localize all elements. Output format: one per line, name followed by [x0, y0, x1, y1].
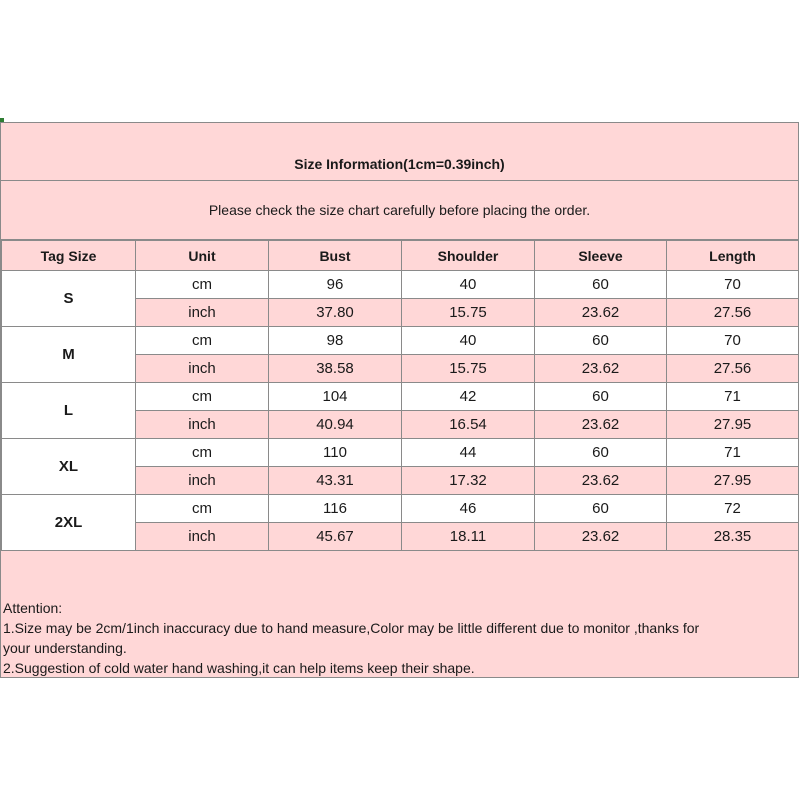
sleeve-cell: 60	[535, 495, 667, 523]
bust-cell: 38.58	[269, 355, 402, 383]
length-cell: 27.95	[667, 411, 799, 439]
table-row	[2, 383, 799, 411]
shoulder-cell: 18.11	[402, 523, 535, 551]
shoulder-cell: 16.54	[402, 411, 535, 439]
length-cell: 72	[667, 495, 799, 523]
bust-cell: 43.31	[269, 467, 402, 495]
sleeve-cell: 23.62	[535, 299, 667, 327]
sleeve-cell: 23.62	[535, 411, 667, 439]
unit-cell: cm	[136, 271, 269, 299]
tag-size-cell: S	[2, 271, 136, 327]
bust-cell: 45.67	[269, 523, 402, 551]
attention-note-2: 2.Suggestion of cold water hand washing,it can help items keep their shape.	[3, 660, 475, 676]
shoulder-cell: 44	[402, 439, 535, 467]
header-sleeve: Sleeve	[535, 241, 667, 271]
size-chart-title: Size Information(1cm=0.39inch)	[1, 123, 798, 181]
table-row	[2, 327, 799, 355]
table-row	[2, 271, 799, 299]
length-cell: 27.56	[667, 299, 799, 327]
unit-cell: inch	[136, 467, 269, 495]
unit-cell: inch	[136, 523, 269, 551]
sleeve-cell: 23.62	[535, 523, 667, 551]
length-cell: 28.35	[667, 523, 799, 551]
bust-cell: 40.94	[269, 411, 402, 439]
shoulder-cell: 46	[402, 495, 535, 523]
shoulder-cell: 40	[402, 327, 535, 355]
size-chart-sheet	[0, 122, 799, 678]
size-table	[1, 240, 799, 551]
shoulder-cell: 15.75	[402, 299, 535, 327]
length-cell: 27.95	[667, 467, 799, 495]
bust-cell: 98	[269, 327, 402, 355]
sleeve-cell: 60	[535, 271, 667, 299]
length-cell: 70	[667, 271, 799, 299]
bust-cell: 110	[269, 439, 402, 467]
unit-cell: inch	[136, 355, 269, 383]
tag-size-cell: M	[2, 327, 136, 383]
length-cell: 71	[667, 383, 799, 411]
attention-note-1a: 1.Size may be 2cm/1inch inaccuracy due to hand measure,Color may be little different due to monitor ,thanks for	[3, 620, 700, 636]
sleeve-cell: 60	[535, 439, 667, 467]
header-shoulder: Shoulder	[402, 241, 535, 271]
attention-heading: Attention:	[3, 600, 63, 616]
attention-notes	[3, 598, 793, 678]
bust-cell: 116	[269, 495, 402, 523]
table-row	[2, 439, 799, 467]
header-unit: Unit	[136, 241, 269, 271]
order-notice: Please check the size chart carefully before placing the order.	[1, 181, 798, 240]
table-header-row	[2, 241, 799, 271]
unit-cell: cm	[136, 383, 269, 411]
sleeve-cell: 60	[535, 383, 667, 411]
attention-note-1b: your understanding.	[3, 640, 127, 656]
tag-size-cell: 2XL	[2, 495, 136, 551]
tag-size-cell: XL	[2, 439, 136, 495]
table-row	[2, 495, 799, 523]
unit-cell: cm	[136, 439, 269, 467]
unit-cell: inch	[136, 299, 269, 327]
length-cell: 71	[667, 439, 799, 467]
shoulder-cell: 15.75	[402, 355, 535, 383]
tag-size-cell: L	[2, 383, 136, 439]
unit-cell: inch	[136, 411, 269, 439]
shoulder-cell: 42	[402, 383, 535, 411]
bust-cell: 96	[269, 271, 402, 299]
length-cell: 27.56	[667, 355, 799, 383]
length-cell: 70	[667, 327, 799, 355]
header-length: Length	[667, 241, 799, 271]
header-bust: Bust	[269, 241, 402, 271]
shoulder-cell: 17.32	[402, 467, 535, 495]
sleeve-cell: 23.62	[535, 467, 667, 495]
sleeve-cell: 23.62	[535, 355, 667, 383]
bust-cell: 104	[269, 383, 402, 411]
unit-cell: cm	[136, 327, 269, 355]
sleeve-cell: 60	[535, 327, 667, 355]
unit-cell: cm	[136, 495, 269, 523]
bust-cell: 37.80	[269, 299, 402, 327]
shoulder-cell: 40	[402, 271, 535, 299]
header-tag-size: Tag Size	[2, 241, 136, 271]
